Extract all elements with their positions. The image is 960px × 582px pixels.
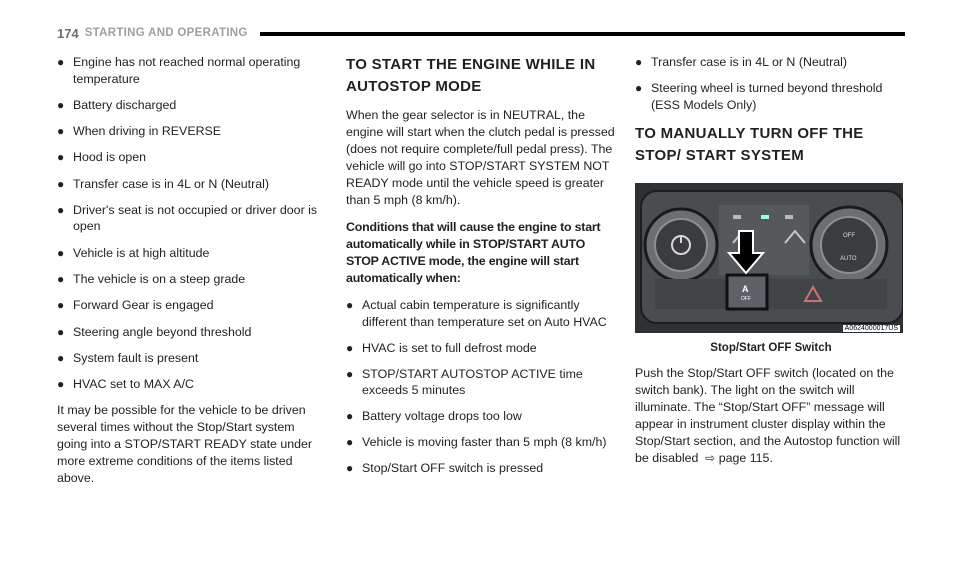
bullet-icon: ● [346,409,354,424]
list-item: ● STOP/START AUTOSTOP ACTIVE time exceeds 5 minutes [346,366,583,398]
bullet-icon: ● [57,202,65,217]
bullet-icon: ● [346,461,354,476]
list-item: ● Battery discharged [57,97,177,112]
stop-start-switch-figure [635,183,903,333]
header-rule [260,32,905,36]
page-reference[interactable]: page 115. [718,450,773,465]
page-number: 174 [57,25,79,41]
page-header [57,23,905,43]
list-item: ● Driver's seat is not occupied or driver door is open [57,202,318,234]
list-item: ● HVAC set to MAX A/C [57,377,194,392]
bullet-icon: ● [635,55,643,69]
column-middle [346,54,618,487]
bullet-icon: ● [57,97,65,112]
bullet-icon: ● [346,366,354,381]
figure-code: A0624000017US [844,324,898,332]
list-item: ● The vehicle is on a steep grade [57,272,246,287]
list-item: ● Transfer case is in 4L or N (Neutral) [635,55,848,69]
conditions-list-continued [635,54,907,113]
stop-start-button-off: OFF [741,295,751,302]
figure-caption: Stop/Start OFF Switch [710,341,832,354]
bullet-icon: ● [57,377,65,392]
body-paragraph: It may be possible for the vehicle to be driven several times without the Stop/Start system going into a STOP/START READY state under more extreme conditions of the items listed above. [57,402,313,485]
bullet-icon: ● [346,298,354,312]
conditions-list [57,54,327,393]
bullet-icon: ● [57,272,65,287]
list-item: ● Actual cabin temperature is significantly different than temperature set on Auto HVAC [346,298,607,329]
list-item: ● Transfer case is in 4L or N (Neutral) [57,176,270,191]
list-item: ● Steering wheel is turned beyond threshold (ESS Models Only) [635,81,883,112]
stop-start-button-letter: A [742,283,749,294]
bullet-icon: ● [57,350,65,365]
list-item: ● Steering angle beyond threshold [57,324,252,339]
bullet-icon: ● [57,245,65,260]
list-item: ● HVAC is set to full defrost mode [346,340,537,355]
list-item: ● When driving in REVERSE [57,124,222,139]
bullet-icon: ● [346,435,354,450]
switch-bank-illustration [635,183,903,333]
section-title: STARTING AND OPERATING [84,27,248,39]
bullet-icon: ● [635,81,643,96]
list-item: ● Vehicle is at high altitude [57,245,210,260]
list-item: ● Vehicle is moving faster than 5 mph (8 km/h) [346,435,607,450]
list-item: ● Engine has not reached normal operating temperature [57,55,301,86]
auto-label: AUTO [840,255,857,262]
bullet-icon: ● [57,176,65,191]
bullet-icon: ● [346,340,354,355]
section-heading: TO MANUALLY TURN OFF THE STOP/ START SYSTEM [635,124,864,164]
bullet-icon: ● [57,324,65,339]
list-item: ● Hood is open [57,150,147,165]
column-left [57,54,327,487]
list-item: ● Battery voltage drops too low [346,409,522,424]
bullet-icon: ● [57,124,65,139]
bullet-icon: ● [57,150,65,165]
list-item: ● System fault is present [57,350,199,365]
bullet-icon: ● [57,55,65,69]
conditions-intro: Conditions that will cause the engine to start automatically while in STOP/START AUTO STOP ACTIVE mode, the engine will start automatically when: [346,220,601,285]
page-reference-icon: ⇨ [701,450,716,465]
bullet-icon: ● [57,298,65,313]
body-paragraph: Push the Stop/Start OFF switch (located on the switch bank). The light on the switch will illuminate. The “Stop/Start OFF” message will appear in instrument cluster display within the Stop/Start section, and the Autostop function will be disabled ⇨ page 115. [635,365,901,465]
column-right [635,54,907,467]
list-item: ● Stop/Start OFF switch is pressed [346,461,544,476]
list-item: ● Forward Gear is engaged [57,298,214,313]
section-heading: TO START THE ENGINE WHILE IN AUTOSTOP MODE [346,56,596,95]
restart-conditions-list [346,297,618,477]
off-label: OFF [843,232,855,239]
body-paragraph: When the gear selector is in NEUTRAL, the engine will start when the clutch pedal is pressed (does not require complete/full pedal press). The vehicle will go into STOP/START SYSTEM NOT READY mode until the vehicle speed is greater than 5 mph (8 km/h). [346,108,615,207]
